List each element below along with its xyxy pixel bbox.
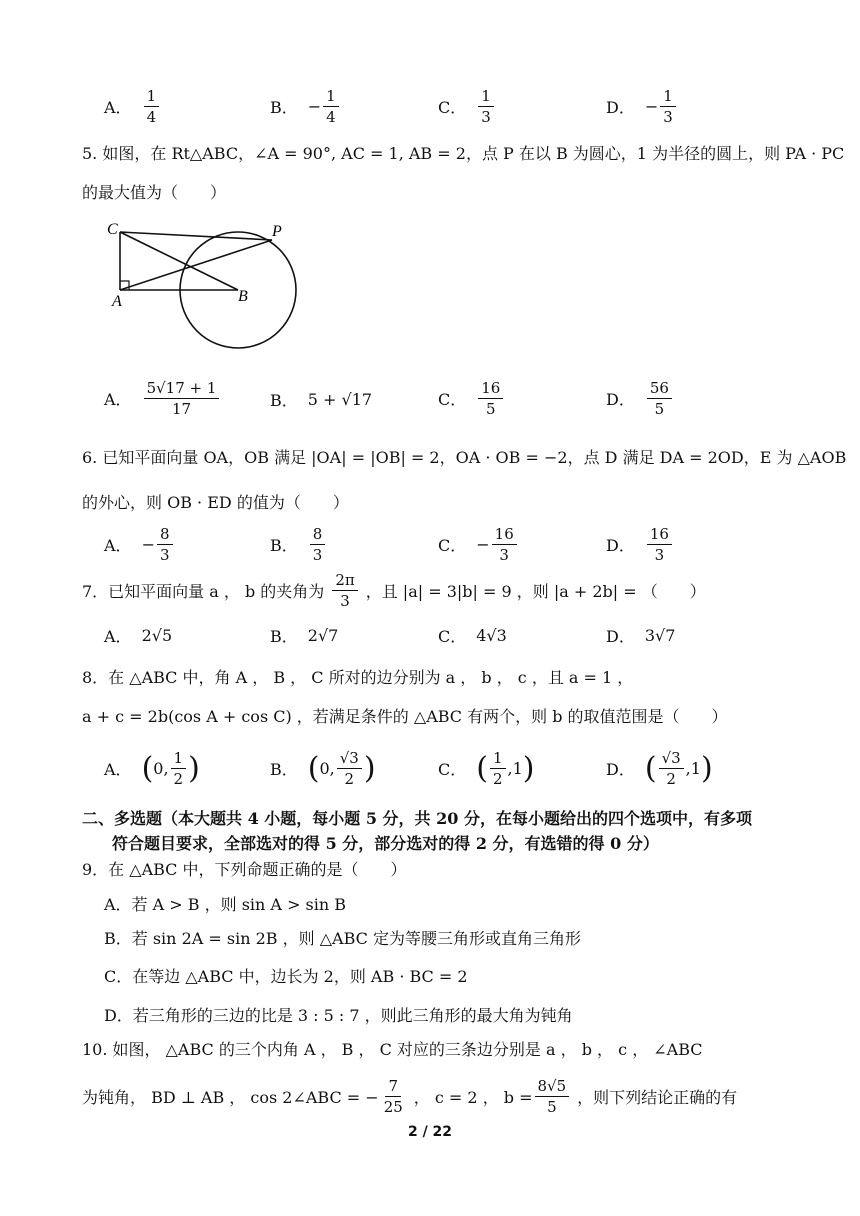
numerator: √3 <box>659 748 684 769</box>
q9-option-b[interactable]: B．若 sin 2A = sin 2B ，则 △ABC 定为等腰三角形或直角三角形 <box>104 929 581 948</box>
label-b: B <box>238 288 248 305</box>
numerator: 1 <box>660 86 676 107</box>
q5-option-b[interactable] <box>270 388 372 411</box>
interval-end: ,1 <box>685 759 701 778</box>
q10-stem-mid: ， c = 2 ， b = <box>413 1088 533 1107</box>
q9-option-a[interactable]: A．若 A > B ，则 sin A > sin B <box>104 895 347 914</box>
option-fraction <box>157 524 173 565</box>
option-value: 2√5 <box>141 626 173 645</box>
numerator: 8 <box>310 524 326 545</box>
segment-cb <box>120 232 238 290</box>
denominator: 2 <box>492 770 503 788</box>
numerator: 5√17 + 1 <box>144 378 220 399</box>
option-key: A． <box>104 536 132 555</box>
option-key: A． <box>104 627 132 646</box>
denominator: 4 <box>146 108 157 126</box>
left-paren: ( <box>644 750 657 786</box>
q5-option-d[interactable] <box>606 378 674 419</box>
numerator: 7 <box>385 1076 401 1097</box>
option-key: D． <box>606 627 635 646</box>
right-paren: ) <box>363 750 376 786</box>
q8-stem-line1: 8．在 △ABC 中，角 A ， B ， C 所对的边分别为 a ， b ， c ，且 a = 1 ， <box>82 668 634 687</box>
option-key: B． <box>270 391 298 410</box>
denominator: 2 <box>173 770 184 788</box>
q9-option-d[interactable]: D．若三角形的三边的比是 3 : 5 : 7 ，则此三角形的最大角为钝角 <box>104 1006 573 1025</box>
q7-option-c[interactable] <box>438 624 507 647</box>
denominator: 3 <box>499 546 509 564</box>
numerator: 16 <box>492 524 517 545</box>
option-key: D． <box>606 390 635 409</box>
q4-option-b[interactable] <box>270 86 341 127</box>
numerator: 16 <box>478 378 503 399</box>
option-fraction <box>660 86 676 127</box>
section2-heading-line2: 符合题目要求，全部选对的得 5 分，部分选对的得 2 分，有选错的得 0 分） <box>112 834 659 853</box>
option-fraction <box>647 378 672 419</box>
option-fraction <box>144 86 160 127</box>
q9-option-c[interactable]: C．在等边 △ABC 中，边长为 2，则 AB · BC = 2 <box>104 967 468 986</box>
numerator: 8√5 <box>535 1076 570 1097</box>
q4-option-a[interactable] <box>104 86 161 127</box>
q10-stem-post: ，则下列结论正确的有 <box>577 1088 738 1107</box>
option-key: A． <box>104 390 132 409</box>
denominator: 3 <box>654 546 665 564</box>
option-key: C． <box>438 390 467 409</box>
denominator: 3 <box>663 108 673 126</box>
option-key: B． <box>270 760 298 779</box>
option-key: C． <box>438 760 467 779</box>
numerator: 2π <box>332 570 357 591</box>
option-sign: − <box>141 535 155 554</box>
option-fraction <box>323 86 339 127</box>
denominator: 3 <box>481 108 491 126</box>
numerator: 8 <box>157 524 173 545</box>
q4-option-c[interactable] <box>438 86 496 127</box>
q5-stem-line2: 的最大值为（ ） <box>82 183 227 202</box>
q10-fraction-cos <box>381 1076 406 1117</box>
option-fraction <box>659 748 684 789</box>
option-sign: − <box>307 97 322 116</box>
option-key: B． <box>270 627 298 646</box>
denominator: 2 <box>344 770 355 788</box>
option-fraction <box>144 378 220 419</box>
q7-stem-pre: 7．已知平面向量 a ， b 的夹角为 <box>82 582 325 601</box>
denominator: 5 <box>654 400 665 418</box>
q8-option-d[interactable] <box>606 748 713 789</box>
option-key: D． <box>606 760 635 779</box>
q5-figure <box>100 216 310 356</box>
q6-option-a[interactable] <box>104 524 175 565</box>
denominator: 25 <box>383 1098 403 1116</box>
q7-option-a[interactable] <box>104 624 172 647</box>
option-key: A． <box>104 98 132 117</box>
q10-stem-pre: 为钝角， BD ⊥ AB ， cos 2∠ABC = − <box>82 1088 379 1107</box>
option-sign: − <box>644 97 659 116</box>
q10-stem-line1: 10. 如图， △ABC 的三个内角 A ， B ， C 对应的三条边分别是 a ， b ， c ， ∠ABC <box>82 1040 703 1059</box>
option-value: 3√7 <box>644 626 676 645</box>
label-p: P <box>272 223 282 240</box>
section2-heading-line1: 二、多选题（本大题共 4 小题，每小题 5 分，共 20 分，在每小题给出的四个选项中，有多项 <box>82 809 752 828</box>
option-fraction <box>492 524 517 565</box>
q4-option-d[interactable] <box>606 86 678 127</box>
q7-option-d[interactable] <box>606 624 675 647</box>
label-a: A <box>112 293 122 310</box>
numerator: 1 <box>478 86 494 107</box>
option-fraction <box>478 86 494 127</box>
option-sign: − <box>476 535 490 554</box>
q8-option-a[interactable] <box>104 748 200 789</box>
option-fraction <box>171 748 187 789</box>
denominator: 2 <box>666 770 676 788</box>
numerator: √3 <box>337 748 362 769</box>
q6-option-b[interactable] <box>270 524 327 565</box>
option-key: A． <box>104 760 132 779</box>
q7-angle-fraction <box>332 570 357 611</box>
option-fraction <box>337 748 362 789</box>
numerator: 1 <box>490 748 506 769</box>
option-key: C． <box>438 627 467 646</box>
q8-option-b[interactable] <box>270 748 376 789</box>
interval-start: 0, <box>153 759 169 778</box>
q6-stem-line2: 的外心，则 OB · ED 的值为（ ） <box>82 493 349 512</box>
option-fraction <box>310 524 326 565</box>
q9-stem: 9．在 △ABC 中，下列命题正确的是（ ） <box>82 860 407 879</box>
option-value: 5 + √17 <box>307 390 373 409</box>
segment-ap <box>120 240 272 290</box>
denominator: 5 <box>486 400 496 418</box>
denominator: 17 <box>171 400 192 418</box>
denominator: 4 <box>326 108 336 126</box>
option-key: C． <box>438 536 467 555</box>
q6-stem-line1: 6. 已知平面向量 OA，OB 满足 |OA| = |OB| = 2，OA · OB = −2，点 D 满足 DA = 2OD，E 为 △AOB <box>82 448 847 467</box>
option-fraction <box>490 748 506 789</box>
q5-stem-line1: 5. 如图，在 Rt△ABC，∠A = 90°, AC = 1, AB = 2，点 P 在以 B 为圆心，1 为半径的圆上，则 PA · PC <box>82 144 845 163</box>
q7-option-b[interactable] <box>270 624 338 647</box>
option-value: 4√3 <box>476 626 507 645</box>
option-fraction <box>478 378 503 419</box>
q10-fraction-b <box>535 1076 570 1117</box>
denominator: 3 <box>159 546 170 564</box>
q6-option-d[interactable] <box>606 524 674 565</box>
q5-option-a[interactable] <box>104 378 221 419</box>
interval-start: 0, <box>319 759 335 778</box>
option-key: B． <box>270 536 298 555</box>
numerator: 1 <box>323 86 339 107</box>
page-number: 2 / 22 <box>407 1124 453 1140</box>
left-paren: ( <box>476 750 488 786</box>
right-paren: ) <box>188 750 200 786</box>
q5-option-c[interactable] <box>438 378 505 419</box>
option-value: 2√7 <box>307 626 339 645</box>
denominator: 3 <box>340 592 350 610</box>
q8-option-c[interactable] <box>438 748 535 789</box>
q7-stem <box>82 570 790 611</box>
label-c: C <box>107 221 118 238</box>
numerator: 1 <box>171 748 187 769</box>
option-key: B． <box>270 98 298 117</box>
left-paren: ( <box>141 750 154 786</box>
numerator: 16 <box>647 524 672 545</box>
left-paren: ( <box>307 750 320 786</box>
option-key: C． <box>438 98 467 117</box>
interval-end: ,1 <box>507 759 523 778</box>
numerator: 1 <box>144 86 160 107</box>
q8-stem-line2: a + c = 2b(cos A + cos C) ，若满足条件的 △ABC 有两个，则 b 的取值范围是（ ） <box>82 707 728 726</box>
denominator: 5 <box>547 1098 557 1116</box>
option-key: D． <box>606 536 635 555</box>
q10-stem-line2 <box>82 1076 790 1117</box>
denominator: 3 <box>312 546 323 564</box>
option-key: D． <box>606 98 635 117</box>
q6-option-c[interactable] <box>438 524 519 565</box>
right-paren: ) <box>700 750 713 786</box>
numerator: 56 <box>647 378 672 399</box>
right-paren: ) <box>522 750 535 786</box>
q7-stem-post: ，且 |a| = 3|b| = 9 ，则 |a + 2b| = （ ） <box>365 582 706 601</box>
option-fraction <box>647 524 672 565</box>
